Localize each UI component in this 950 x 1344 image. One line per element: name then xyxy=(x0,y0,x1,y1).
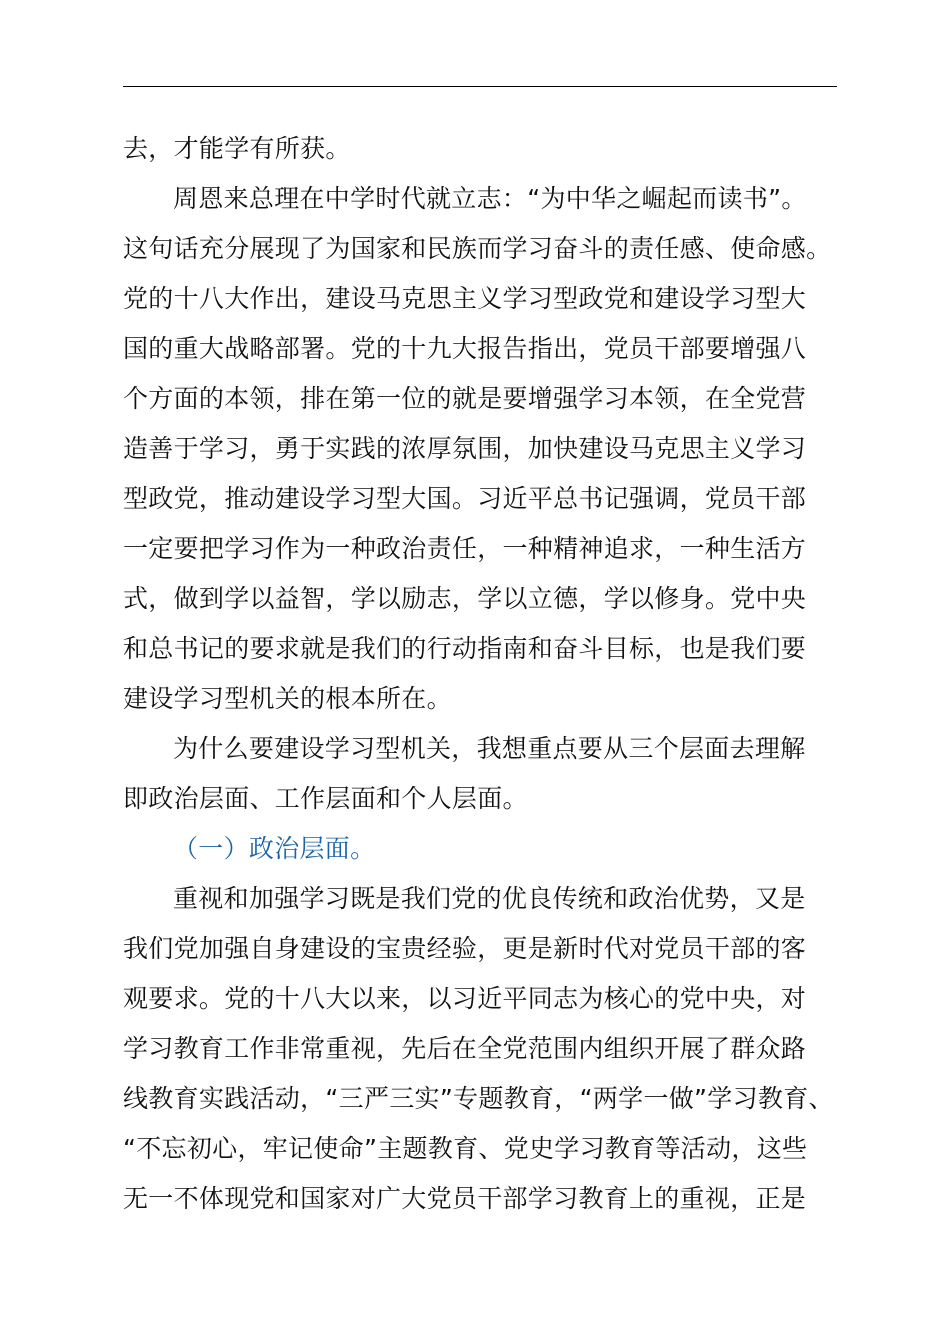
paragraph-line: 无一不体现党和国家对广大党员干部学习教育上的重视，正是 xyxy=(123,1184,807,1213)
header-rule xyxy=(123,86,837,87)
paragraph-line: 一定要把学习作为一种政治责任，一种精神追求，一种生活方 xyxy=(123,534,807,563)
paragraph-line: 造善于学习，勇于实践的浓厚氛围，加快建设马克思主义学习 xyxy=(123,434,807,463)
paragraph-line: 重视和加强学习既是我们党的优良传统和政治优势，又是 xyxy=(173,884,806,913)
paragraph-line: 去，才能学有所获。 xyxy=(123,134,351,163)
paragraph-line: 我们党加强自身建设的宝贵经验，更是新时代对党员干部的客 xyxy=(123,934,807,963)
paragraph-line: 为什么要建设学习型机关，我想重点要从三个层面去理解 xyxy=(173,734,806,763)
paragraph-line: 个方面的本领，排在第一位的就是要增强学习本领，在全党营 xyxy=(123,384,807,413)
paragraph-line: 学习教育工作非常重视，先后在全党范围内组织开展了群众路 xyxy=(123,1034,807,1063)
paragraph-line: 建设学习型机关的根本所在。 xyxy=(123,684,452,713)
paragraph-line: 国的重大战略部署。党的十九大报告指出，党员干部要增强八 xyxy=(123,334,807,363)
paragraph-line: 线教育实践活动，“三严三实”专题教育，“两学一做”学习教育、 xyxy=(123,1084,834,1113)
paragraph-line: “不忘初心，牢记使命”主题教育、党史学习教育等活动，这些 xyxy=(123,1134,808,1163)
section-heading: （一）政治层面。 xyxy=(173,834,376,863)
paragraph-line: 即政治层面、工作层面和个人层面。 xyxy=(123,784,528,813)
paragraph-line: 这句话充分展现了为国家和民族而学习奋斗的责任感、使命感。 xyxy=(123,234,832,263)
paragraph-line: 型政党，推动建设学习型大国。习近平总书记强调，党员干部 xyxy=(123,484,807,513)
paragraph-line: 观要求。党的十八大以来，以习近平同志为核心的党中央，对 xyxy=(123,984,807,1013)
paragraph-line: 党的十八大作出，建设马克思主义学习型政党和建设学习型大 xyxy=(123,284,807,313)
paragraph-line: 周恩来总理在中学时代就立志：“为中华之崛起而读书”。 xyxy=(173,184,807,213)
paragraph-line: 和总书记的要求就是我们的行动指南和奋斗目标，也是我们要 xyxy=(123,634,807,663)
paragraph-line: 式，做到学以益智，学以励志，学以立德，学以修身。党中央 xyxy=(123,584,807,613)
